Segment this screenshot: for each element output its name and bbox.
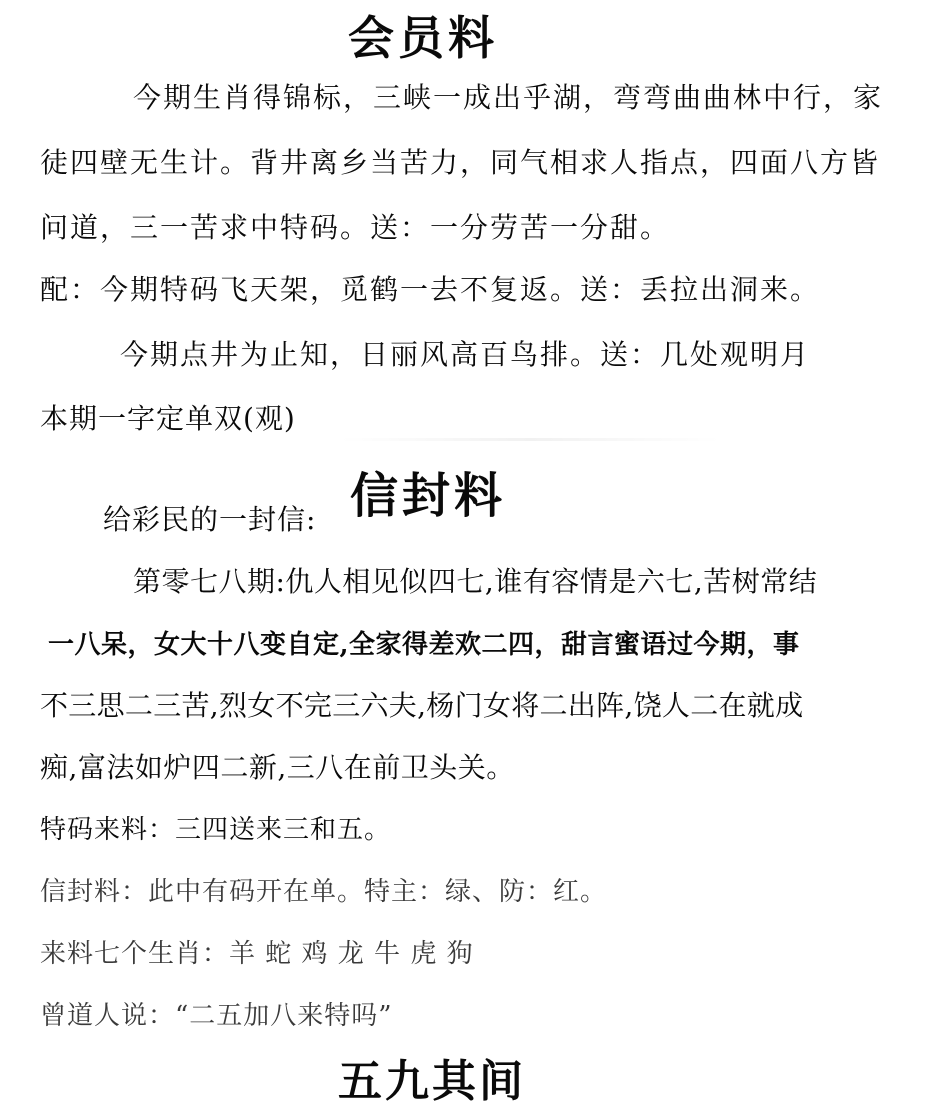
paragraph-line: 配：今期特码飞天架，觅鹤一去不复返。送：丢拉出洞来。 (40, 273, 821, 306)
title-wujiuqijian: 五九其间 (338, 1056, 526, 1107)
letter-intro: 给彩民的一封信: (103, 503, 317, 536)
paragraph-line: 痴,富法如炉四二新,三八在前卫头关。 (40, 751, 515, 784)
paragraph-line: 第零七八期:仇人相见似四七,谁有容情是六七,苦树常结 (133, 565, 818, 598)
paragraph-line: 今期生肖得锦标，三峡一成出乎湖，弯弯曲曲林中行，家 (133, 81, 884, 114)
paragraph-line: 不三思二三苦,烈女不完三六夫,杨门女将二出阵,饶人二在就成 (40, 689, 804, 722)
title-huiyuanliao: 会员料 (348, 11, 498, 65)
paragraph-line: 今期点井为止知，日丽风高百鸟排。送：几处观明月 (120, 338, 811, 371)
scan-artifact (340, 438, 720, 441)
paragraph-line: 一八呆，女大十八变自定,全家得差欢二四，甜言蜜语过今期，事 (48, 630, 800, 660)
paragraph-line: 信封料：此中有码开在单。特主：绿、防：红。 (40, 877, 608, 907)
paragraph-line: 曾道人说：“二五加八来特吗” (40, 1001, 393, 1031)
title-xinfengliao: 信封料 (350, 468, 507, 524)
paragraph-line: 特码来料：三四送来三和五。 (40, 815, 392, 845)
paragraph-line: 问道，三一苦求中特码。送：一分劳苦一分甜。 (40, 211, 671, 244)
paragraph-line: 徒四壁无生计。背井离乡当苦力，同气相求人指点，四面八方皆 (40, 146, 881, 179)
paragraph-line: 本期一字定单双(观) (40, 402, 296, 435)
paragraph-line: 来料七个生肖：羊 蛇 鸡 龙 牛 虎 狗 (40, 939, 474, 969)
